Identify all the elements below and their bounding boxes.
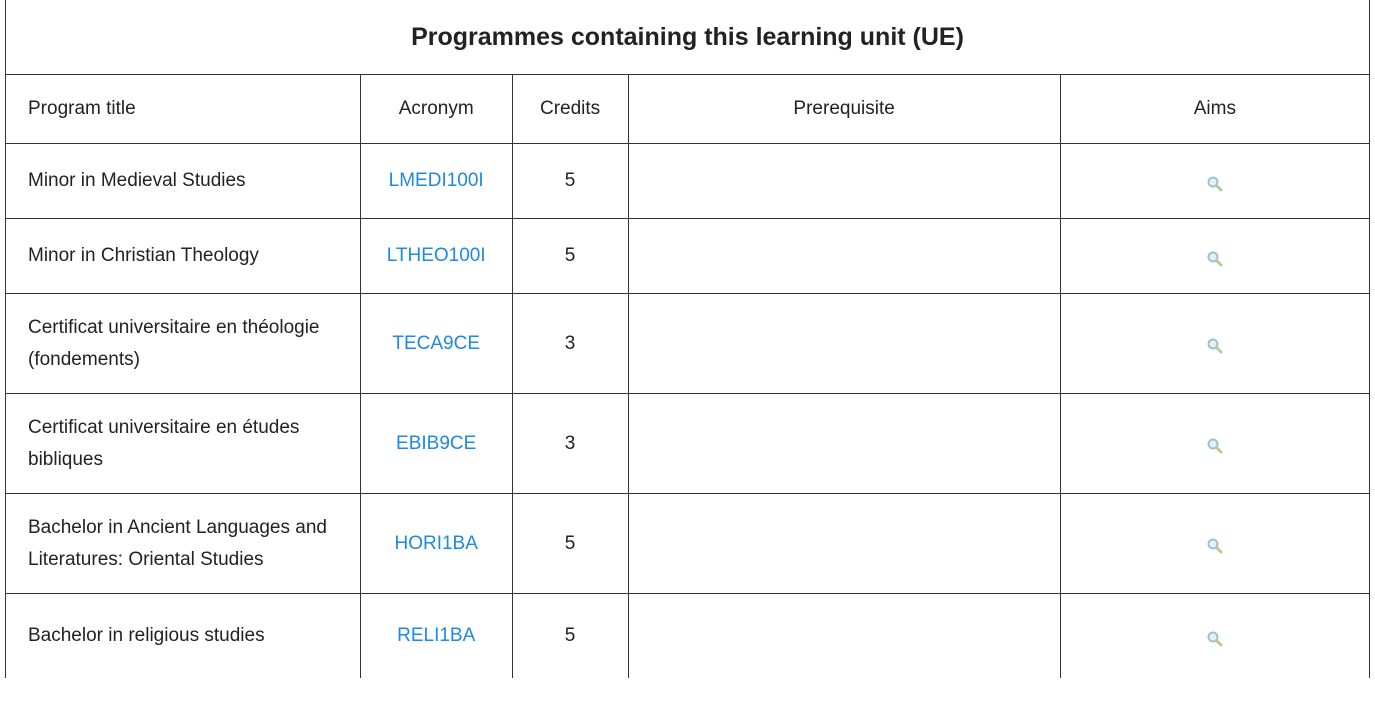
- acronym-cell: [360, 394, 512, 494]
- credits-cell: 3: [512, 294, 628, 394]
- acronym-cell: [360, 494, 512, 594]
- prerequisite-cell: [628, 144, 1060, 219]
- credits-cell: 5: [512, 144, 628, 219]
- aims-cell: [1060, 219, 1369, 294]
- table-row: [6, 294, 1370, 394]
- zoom-icon[interactable]: [1206, 434, 1224, 452]
- program-title: Minor in Medieval Studies: [6, 144, 361, 219]
- aims-cell: [1060, 144, 1369, 219]
- acronym-link[interactable]: LMEDI100I: [388, 170, 484, 191]
- header-prerequisite: Prerequisite: [628, 75, 1060, 144]
- table-row: [6, 219, 1370, 294]
- aims-cell: [1060, 494, 1369, 594]
- acronym-cell: [360, 219, 512, 294]
- table-caption-row: [6, 0, 1370, 75]
- prerequisite-cell: [628, 494, 1060, 594]
- table-row: [6, 494, 1370, 594]
- acronym-cell: [360, 294, 512, 394]
- zoom-icon[interactable]: [1206, 172, 1224, 190]
- header-credits: Credits: [512, 75, 628, 144]
- prerequisite-cell: [628, 594, 1060, 679]
- program-title: Certificat universitaire en théologie (fondements): [6, 294, 361, 394]
- programmes-table: [5, 0, 1370, 678]
- prerequisite-cell: [628, 219, 1060, 294]
- aims-cell: [1060, 294, 1369, 394]
- acronym-cell: [360, 144, 512, 219]
- program-title: Bachelor in religious studies: [6, 594, 361, 679]
- header-aims: Aims: [1060, 75, 1369, 144]
- acronym-link[interactable]: RELI1BA: [397, 625, 476, 646]
- acronym-link[interactable]: LTHEO100I: [386, 245, 486, 266]
- credits-cell: 5: [512, 494, 628, 594]
- aims-cell: [1060, 594, 1369, 679]
- acronym-link[interactable]: HORI1BA: [394, 532, 478, 554]
- table-row: [6, 144, 1370, 219]
- credits-cell: 3: [512, 394, 628, 494]
- zoom-icon[interactable]: [1206, 334, 1224, 352]
- acronym-link[interactable]: TECA9CE: [392, 332, 480, 354]
- acronym-cell: [360, 594, 512, 679]
- prerequisite-cell: [628, 394, 1060, 494]
- aims-cell: [1060, 394, 1369, 494]
- prerequisite-cell: [628, 294, 1060, 394]
- table-row: [6, 394, 1370, 494]
- table-title: Programmes containing this learning unit (UE): [6, 0, 1370, 75]
- program-title: Certificat universitaire en études bibliques: [6, 394, 361, 494]
- header-program-title: Program title: [6, 75, 361, 144]
- zoom-icon[interactable]: [1206, 247, 1224, 265]
- table-row: [6, 594, 1370, 679]
- zoom-icon[interactable]: [1206, 534, 1224, 552]
- acronym-link[interactable]: EBIB9CE: [396, 432, 477, 454]
- credits-cell: 5: [512, 594, 628, 679]
- credits-cell: 5: [512, 219, 628, 294]
- header-acronym: Acronym: [360, 75, 512, 144]
- zoom-icon[interactable]: [1206, 627, 1224, 645]
- header-row: [6, 75, 1370, 144]
- program-title: Bachelor in Ancient Languages and Literatures: Oriental Studies: [6, 494, 361, 594]
- program-title: Minor in Christian Theology: [6, 219, 361, 294]
